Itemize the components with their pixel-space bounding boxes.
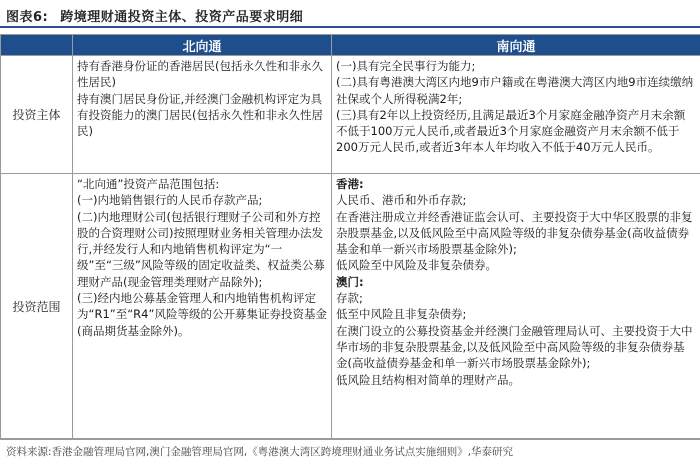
hong-kong-heading: 香港: (336, 177, 364, 191)
figure-title-bar (0, 0, 700, 28)
text-line: (三)经内地公募基金管理人和内地销售机构评定为“R1”至“R4”风险等级的公开募集证券投资基金(商品期货基金除外)。 (77, 291, 327, 338)
text-line: 存款; (336, 291, 363, 306)
cell-southbound-investors (332, 56, 700, 174)
text-line: 人民币、港币和外币存款; (336, 193, 467, 208)
figure-label: 图表6: (6, 10, 49, 25)
text-line: 低至中风险且非复杂债券; (336, 307, 467, 322)
text-line: “北向通”投资产品范围包括: (77, 177, 220, 191)
text-line: (二)内地理财公司(包括银行理财子公司和外方控股的合资理财公司)按照理财业务相关管理办法发行,并经发行人和内地销售机构评定为“一级”至“三级”风险等级的固定收益类、权益类公募理财产品(现金管理类理财产品除外); (77, 209, 325, 289)
text-line: 持有澳门居民身份证,并经澳门金融机构评定为具有投资能力的澳门居民(包括永久性和非永久性居民) (77, 91, 323, 139)
cell-northbound-scope (73, 174, 332, 439)
header-southbound: 南向通 (332, 35, 700, 56)
text-line: (三)具有2年以上投资经历,且满足最近3个月家庭金融净资产月末余额不低于100万元人民币,或者最近3个月家庭金融资产月末余额不低于200万元人民币,或者近3年本人年均收入不低于40万元人民币。 (336, 107, 686, 155)
text-line: (二)具有粤港澳大湾区内地9市户籍或在粤港澳大湾区内地9市连续缴纳社保或个人所得税满2年; (336, 75, 694, 106)
text-line: (一)内地销售银行的人民币存款产品; (77, 193, 263, 208)
text-line: 低风险至中风险及非复杂债券。 (336, 258, 497, 273)
cell-northbound-investors (73, 56, 332, 174)
requirements-table (0, 34, 700, 439)
text-line: 在澳门设立的公募投资基金并经澳门金融管理局认可、主要投资于大中华市场的非复杂股票基金,以及低风险至中高风险等级的非复杂债券基金(高收益债券基金和单一新兴市场股票基金除外); (336, 323, 693, 371)
text-line: 持有香港身份证的香港居民(包括永久性和非永久性居民) (77, 59, 323, 90)
source-footer (0, 439, 700, 459)
figure-title (6, 6, 303, 25)
text-line: 在香港注册成立并经香港证监会认可、主要投资于大中华区股票的非复杂股票基金,以及低风险至中高风险等级的非复杂债券基金(高收益债券基金和单一新兴市场股票基金除外); (336, 209, 693, 257)
table-row (1, 174, 700, 439)
header-northbound: 北向通 (73, 35, 332, 56)
table-row (1, 56, 700, 174)
source-note: 资料来源:香港金融管理局官网,澳门金融管理局官网,《粤港澳大湾区跨境理财通业务试点实施细则》,华泰研究 (6, 446, 514, 458)
text-line: (一)具有完全民事行为能力; (336, 59, 476, 73)
header-blank-cell (1, 35, 73, 56)
table-header-row (1, 35, 700, 56)
macau-heading: 澳门: (336, 274, 364, 289)
row-label-scope: 投资范围 (1, 174, 73, 439)
row-label-investors: 投资主体 (1, 56, 73, 174)
figure-title-text: 跨境理财通投资主体、投资产品要求明细 (60, 10, 304, 25)
cell-southbound-scope (332, 174, 700, 439)
text-line: 低风险且结构相对简单的理财产品。 (336, 372, 520, 387)
